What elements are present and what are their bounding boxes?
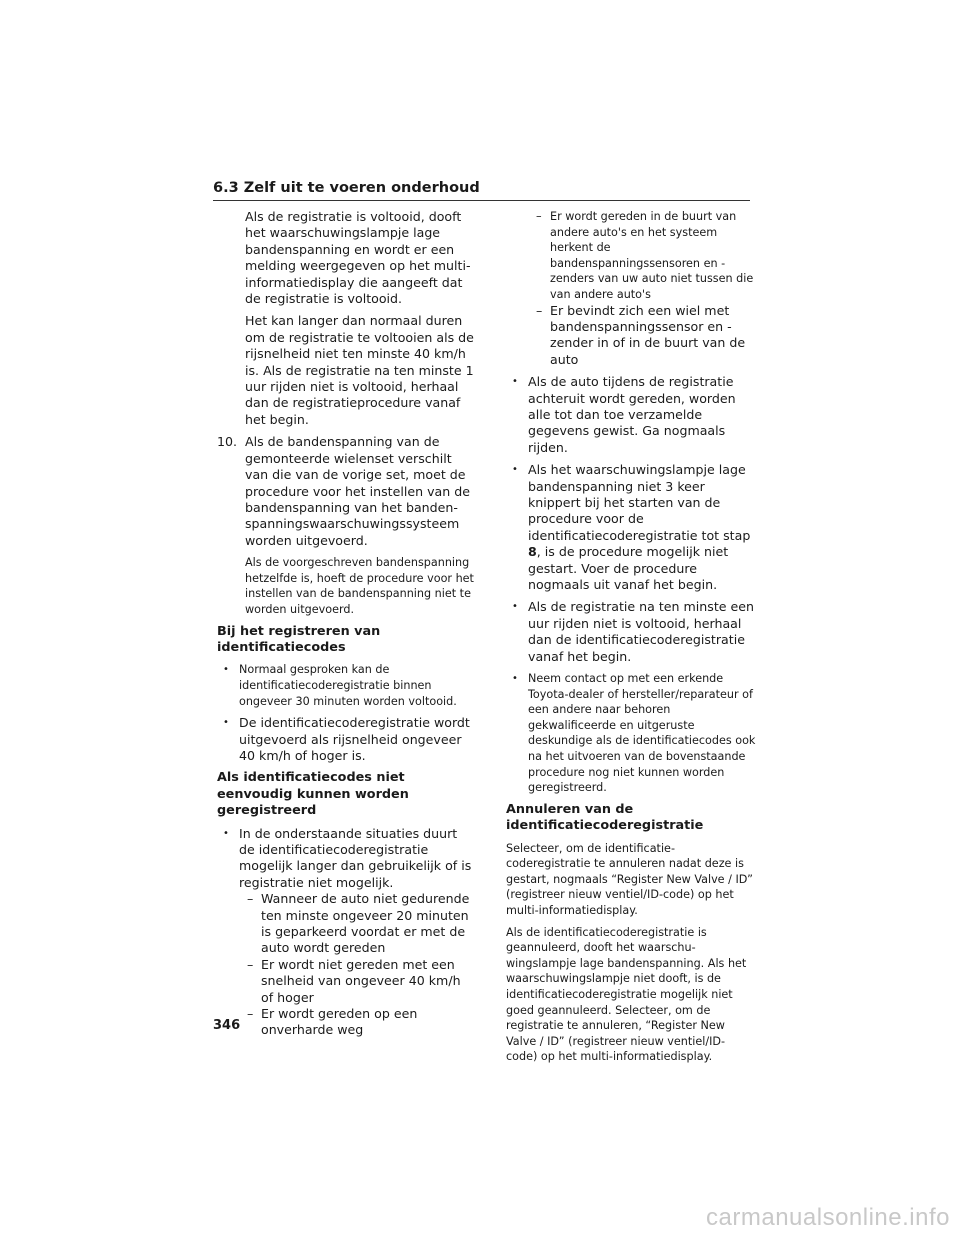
- paragraph-cancel-1: Selecteer, om de identificatie-coderegistratie te annuleren nadat deze is gestart, nogmaals “Register New Valve / ID” (registreer nieuw ventiel/ID-code) op het multi-informatiedisplay.: [506, 841, 753, 918]
- dash-item: – Er wordt niet gereden met een snelheid van ongeveer 40 km/h of hoger: [243, 957, 475, 1006]
- bullet-item: • Als de registratie na ten minste een uur rijden niet is voltooid, herhaal dan de identificatiecoderegistratie vanaf het begin.: [506, 599, 756, 665]
- paragraph-registration-complete: Als de registratie is voltooid, dooft het waarschuwingslampje lage bandenspanning en wordt er een melding weergegeven op het multi-informatiedisplay die aangeeft dat de registratie is voltooid.: [245, 209, 471, 307]
- bullet-item: [506, 462, 756, 593]
- note-same-pressure: Als de voorgeschreven bandenspanning hetzelfde is, hoeft de procedure voor het instellen van de bandenspanning niet te worden uitgevoerd.: [245, 556, 474, 616]
- step-text: Als de bandenspanning van de gemonteerde wielenset verschilt van die van de vorige set, moet de procedure voor het instellen van de bandenspanning van het banden-spanningswaarschuwingssysteem worden uitgevoerd.: [245, 434, 470, 548]
- step-10: [217, 434, 475, 549]
- page-number: 346: [213, 1018, 241, 1033]
- bullet-item: • De identificatiecoderegistratie wordt uitgevoerd als rijsnelheid ongeveer 40 km/h of hoger is.: [217, 715, 475, 764]
- paragraph-cancel-2: Als de identificatiecoderegistratie is geannuleerd, dooft het waarschu-wingslampje lage bandenspanning. Als het waarschuwingslampje niet dooft, is de identificatiecoderegistratie mogelijk niet goed geannuleerd. Selecteer, om de registratie te annuleren, “Register New Valve / ID” (registreer nieuw ventiel/ID-code) op het multi-informatiedisplay.: [506, 925, 747, 1064]
- bullet-item: • Neem contact op met een erkende Toyota-dealer of hersteller/reparateur of een andere naar behoren gekwalificeerde en uitgeruste deskundige als de identificatiecodes ook na het uitvoeren van de bovenstaande procedure nog niet kunnen worden geregistreerd.: [506, 671, 756, 796]
- paragraph-registration-duration: Het kan langer dan normaal duren om de registratie te voltooien als de rijsnelheid niet ten minste 40 km/h is. Als de registratie na ten minste 1 uur rijden niet is voltooid, herhaal dan de registratieprocedure vanaf het begin.: [245, 313, 474, 427]
- dash-item: – Er wordt gereden in de buurt van andere auto's en het systeem herkent de bandenspanningssensoren en -zenders van uw auto niet tussen die van andere auto's: [532, 209, 756, 303]
- bullet-item: • Normaal gesproken kan de identificatiecoderegistratie binnen ongeveer 30 minuten worden voltooid.: [217, 662, 475, 709]
- right-column: [506, 209, 756, 1071]
- heading-registering-codes: Bij het registreren van identificatiecodes: [217, 623, 381, 655]
- heading-codes-difficult: Als identificatiecodes niet eenvoudig kunnen worden geregistreerd: [217, 770, 409, 819]
- bullet-text: In de onderstaande situaties duurt de identificatiecoderegistratie mogelijk langer dan gebruikelijk of is registratie niet mogelijk.: [239, 825, 472, 890]
- dash-item: – Er wordt gereden op een onverharde weg: [243, 1006, 475, 1039]
- dash-item: – Er bevindt zich een wiel met bandenspanningssensor en -zender in of in de buurt van de auto: [532, 303, 756, 369]
- dash-list: [532, 209, 756, 368]
- watermark: carmanualsonline.info: [706, 1204, 950, 1231]
- bullet-text: Als het waarschuwingslampje lage bandenspanning niet 3 keer knippert bij het starten van de procedure voor de identificatiecoderegistratie tot stap: [528, 462, 751, 543]
- step-reference: 8: [528, 544, 537, 560]
- dash-list: [243, 891, 475, 1039]
- bullet-text: , is de procedure mogelijk niet gestart. Voer de procedure nogmaals uit vanaf het begin.: [528, 544, 729, 593]
- dash-item: – Wanneer de auto niet gedurende ten minste ongeveer 20 minuten is geparkeerd voordat er met de auto wordt gereden: [243, 891, 475, 957]
- bullet-item: [217, 826, 475, 1039]
- heading-cancel-registration: Annuleren van de identificatiecoderegistratie: [506, 801, 704, 834]
- section-header: 6.3 Zelf uit te voeren onderhoud: [213, 180, 750, 201]
- step-number: 10.: [217, 434, 238, 450]
- bullet-item: • Als de auto tijdens de registratie achteruit wordt gereden, worden alle tot dan toe verzamelde gegevens gewist. Ga nogmaals rijden.: [506, 374, 756, 456]
- left-column: [217, 209, 475, 1045]
